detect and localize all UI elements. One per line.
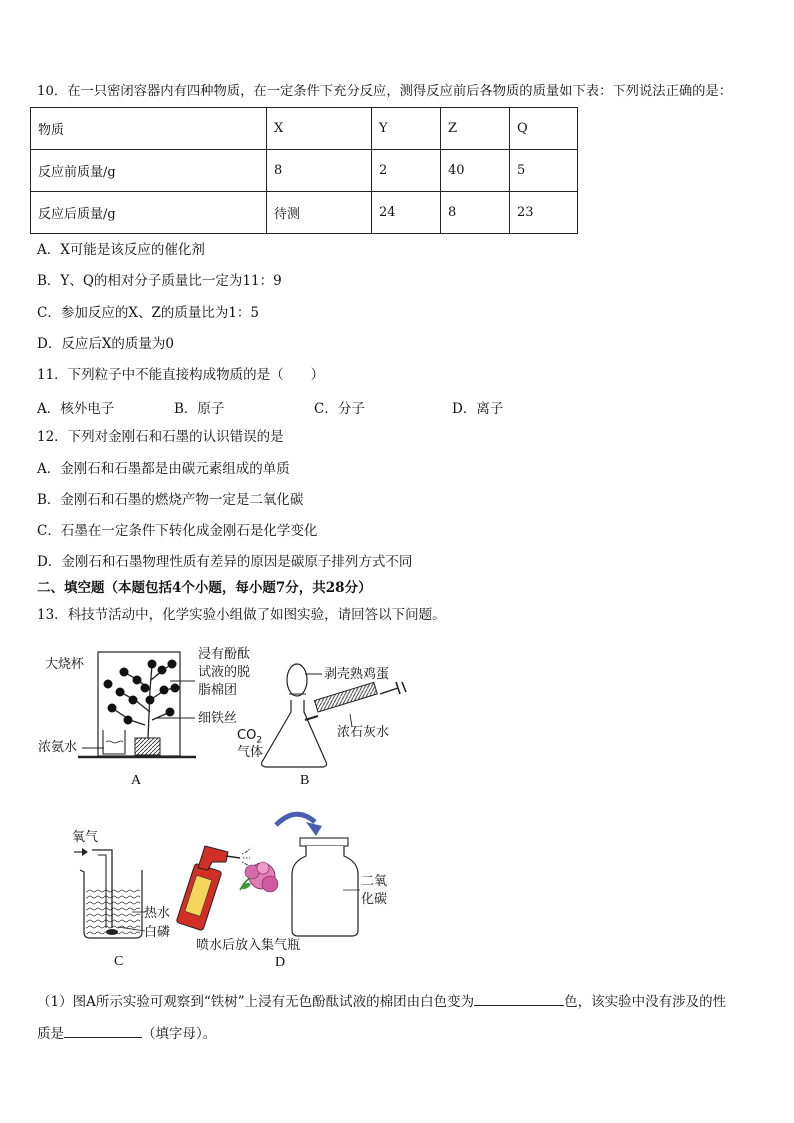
- label-cotton-1: 浸有酚酞: [198, 647, 251, 662]
- table-cell: 24: [372, 192, 441, 234]
- label-co2-2: 化碳: [361, 892, 388, 907]
- q13-stem: 13．科技节活动中，化学实验小组做了如图实验，请回答以下问题。: [37, 607, 446, 623]
- flower-icon: [240, 862, 278, 892]
- table-header-cell: 物质: [31, 108, 267, 150]
- table-cell: 2: [372, 150, 441, 192]
- label-co2-1: 二氧: [361, 874, 388, 889]
- label-gas: 气体: [237, 745, 264, 760]
- table-cell: 5: [510, 150, 578, 192]
- table-cell: 8: [267, 150, 372, 192]
- q13-sub1-text-d: （填字母）。: [142, 1026, 217, 1042]
- q10-option-a: A．X可能是该反应的催化剂: [37, 242, 205, 258]
- syringe: [305, 682, 406, 720]
- section-heading: 二、填空题（本题包括4个小题，每小题7分，共28分）: [37, 580, 372, 596]
- cotton-balls: [104, 660, 180, 725]
- table-header-cell: Y: [372, 108, 441, 150]
- caption-c: C: [114, 954, 124, 969]
- figure-d-apparatus: [176, 814, 360, 936]
- co2-subscript: 2: [256, 735, 263, 746]
- table-header-cell: X: [267, 108, 372, 150]
- q13-sub1-text-b: 色，该实验中没有涉及的性: [564, 994, 727, 1010]
- white-phosphorus: [106, 929, 118, 935]
- caption-b: B: [300, 773, 310, 788]
- label-egg: 剥壳熟鸡蛋: [324, 667, 390, 682]
- q12-option-b: B．金刚石和石墨的燃烧产物一定是二氧化碳: [37, 492, 304, 508]
- caption-d: D: [275, 955, 286, 970]
- q10-option-c: C．参加反应的X、Z的质量比为1：5: [37, 305, 259, 321]
- label-oxygen: 氧气: [72, 830, 99, 845]
- pot: [135, 738, 160, 755]
- conical-flask: [262, 700, 327, 767]
- q11-option-d: D．离子: [452, 401, 504, 417]
- label-spray: 喷水后放入集气瓶: [196, 938, 301, 953]
- label-limewater: 浓石灰水: [337, 725, 390, 740]
- label-large-beaker: 大烧杯: [45, 657, 85, 672]
- spray-bottle-icon: [176, 846, 251, 931]
- q10-stem: 10．在一只密闭容器内有四种物质，在一定条件下充分反应，测得反应前后各物质的质量如下表：下列说法正确的是：: [37, 84, 733, 99]
- label-ammonia: 浓氨水: [38, 740, 78, 755]
- table-cell: 反应后质量/g: [31, 192, 267, 234]
- q13-sub1-text-c: 质是: [37, 1026, 64, 1042]
- label-iron-wire: 细铁丝: [198, 711, 238, 726]
- q13-sub1-line2: [37, 1023, 216, 1043]
- q12-option-d: D．金刚石和石墨物理性质有差异的原因是碳原子排列方式不同: [37, 554, 413, 570]
- gas-jar: [292, 838, 358, 936]
- label-hot-water: 热水: [144, 906, 171, 921]
- table-cell: 40: [441, 150, 510, 192]
- arrow-head-icon: [82, 848, 88, 856]
- q12-option-c: C．石墨在一定条件下转化成金刚石是化学变化: [37, 523, 318, 539]
- q13-sub1-line1: [37, 991, 726, 1011]
- label-white-phosphorus: 白磷: [144, 925, 171, 940]
- boiled-egg: [287, 664, 307, 696]
- q13-sub1-text-a: （1）图A所示实验可观察到“铁树”上浸有无色酚酞试液的棉团由白色变为: [37, 994, 475, 1010]
- label-cotton-3: 脂棉团: [198, 683, 238, 698]
- table-header-cell: Z: [441, 108, 510, 150]
- q11-option-c: C．分子: [314, 401, 365, 417]
- q10-option-d: D．反应后X的质量为0: [37, 336, 175, 352]
- figure-c-apparatus: [74, 848, 145, 938]
- table-header-cell: Q: [510, 108, 578, 150]
- answer-blank-color[interactable]: [474, 991, 564, 1006]
- answer-blank-property[interactable]: [64, 1023, 142, 1038]
- table-cell: 反应前质量/g: [31, 150, 267, 192]
- q11-option-b: B．原子: [174, 401, 225, 417]
- q11-option-a: A．核外电子: [37, 401, 115, 417]
- q11-stem: 11．下列粒子中不能直接构成物质的是（ ）: [37, 367, 325, 383]
- q12-stem: 12．下列对金刚石和石墨的认识错误的是: [37, 429, 284, 445]
- q12-option-a: A．金刚石和石墨都是由碳元素组成的单质: [37, 461, 290, 477]
- co2-text: CO: [237, 728, 257, 743]
- figure-a-apparatus: [78, 652, 196, 757]
- label-cotton-2: 试液的脱: [198, 665, 251, 680]
- table-cell: 23: [510, 192, 578, 234]
- caption-a: A: [131, 773, 142, 788]
- q10-option-b: B．Y、Q的相对分子质量比一定为11：9: [37, 273, 282, 289]
- table-cell: 待测: [267, 192, 372, 234]
- table-cell: 8: [441, 192, 510, 234]
